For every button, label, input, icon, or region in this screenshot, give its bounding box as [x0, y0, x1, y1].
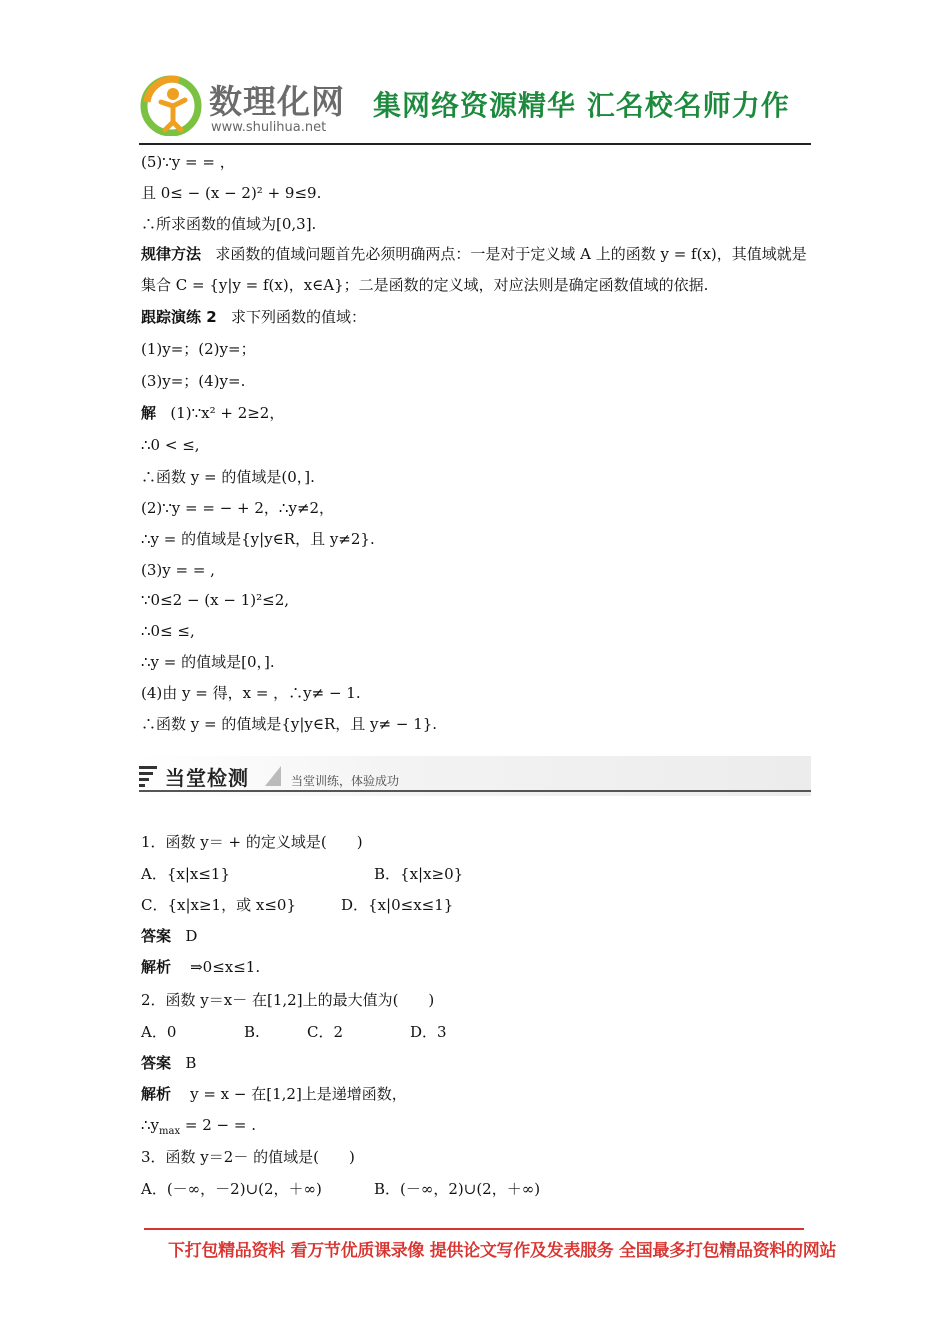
text-line: 且 0≤ − (x − 2)² + 9≤9.: [141, 184, 322, 202]
analysis-text: y = x − 在[1,2]上是递增函数，: [190, 1085, 407, 1103]
text-line: (3)y=；(4)y=.: [141, 372, 246, 390]
analysis-label: 解析: [141, 958, 172, 976]
logo-icon: [139, 72, 203, 136]
method-paragraph: [141, 239, 809, 301]
q2-option-a: A．0: [141, 1023, 177, 1041]
q1-option-b: B．{x|x≥0}: [374, 865, 464, 883]
method-text: 求函数的值域问题首先必须明确两点：一是对于定义域 A 上的函数 y = f(x)，其值域就是集合 C = {y|y = f(x)，x∈A}；二是函数的定义域，对应法则是确定函数值域的依据.: [141, 245, 807, 294]
section-subtitle: 当堂训练，体验成功: [291, 774, 400, 788]
q2-option-b: B.: [244, 1023, 260, 1041]
q1-analysis: [141, 957, 260, 977]
text-line: ∴y = 的值域是[0，].: [141, 653, 275, 671]
text-line: ∴函数 y = 的值域是(0，].: [141, 468, 315, 486]
text-line: ∵0≤2 − (x − 1)²≤2,: [141, 591, 290, 609]
q3-option-b: B．(－∞，2)∪(2，＋∞): [374, 1180, 541, 1198]
text-line: (2)∵y = = − + 2，∴y≠2，: [141, 499, 335, 517]
answer-value: D: [185, 927, 198, 945]
footer-banner[interactable]: 下打包精品资料 看万节优质课录像 提供论文写作及发表服务 全国最多打包精品资料的网站: [168, 1241, 837, 1261]
analysis-text: ⇒0≤x≤1.: [190, 958, 261, 976]
header-slogan: 集网络资源精华 汇名校名师力作: [373, 89, 790, 122]
q1-option-c: C．{x|x≥1，或 x≤0}: [141, 896, 296, 914]
solution-label: 解: [141, 404, 157, 422]
q1-option-a: A．{x|x≤1}: [141, 865, 231, 883]
text-line: ∴0≤ ≤,: [141, 622, 195, 640]
ymax-subscript: max: [159, 1126, 181, 1137]
practice-line: [141, 307, 366, 327]
footer-divider: [144, 1228, 804, 1230]
practice-text: 求下列函数的值域：: [230, 308, 366, 326]
answer-label: 答案: [141, 927, 172, 945]
text-line: ∴所求函数的值域为[0,3].: [141, 215, 317, 233]
q2-extra: [141, 1115, 256, 1142]
text-line: (4)由 y = 得，x = ，∴y≠ − 1.: [141, 684, 361, 702]
solution-line: [141, 403, 284, 423]
section-header: [139, 756, 811, 796]
header-divider: [139, 143, 811, 145]
text-line: ∴0 < ≤,: [141, 436, 200, 454]
section-ramp-icon: [265, 766, 281, 786]
section-divider: [139, 790, 811, 792]
solution-text: (1)∵x² + 2≥2，: [170, 404, 285, 422]
ymax-tail: = 2 − = .: [180, 1116, 256, 1134]
q2-option-d: D．3: [410, 1023, 447, 1041]
text-line: ∴y = 的值域是{y|y∈R，且 y≠2}.: [141, 530, 375, 548]
answer-label: 答案: [141, 1054, 172, 1072]
q3-stem: 3．函数 y＝2－ 的值域是( ): [141, 1148, 355, 1166]
q2-option-c: C．2: [307, 1023, 344, 1041]
section-stripes-icon: [139, 764, 159, 788]
logo-url[interactable]: www.shulihua.net: [211, 120, 327, 135]
text-line: (1)y=；(2)y=；: [141, 340, 256, 358]
logo-text: 数理化网: [209, 82, 345, 121]
q2-answer: [141, 1053, 196, 1073]
answer-value: B: [185, 1054, 197, 1072]
section-title: 当堂检测: [165, 766, 249, 790]
analysis-label: 解析: [141, 1085, 172, 1103]
text-line: ∴函数 y = 的值域是{y|y∈R，且 y≠ − 1}.: [141, 715, 438, 733]
q3-option-a: A．(－∞，－2)∪(2，＋∞): [141, 1180, 322, 1198]
text-line: (5)∵y = = ，: [141, 153, 235, 171]
ymax-symbol: ∴y: [141, 1116, 160, 1134]
method-label: 规律方法: [141, 245, 202, 263]
q1-option-d: D．{x|0≤x≤1}: [341, 896, 454, 914]
q1-answer: [141, 926, 197, 946]
text-line: (3)y = = ,: [141, 561, 215, 579]
page-header: [139, 70, 811, 142]
q2-analysis: [141, 1084, 407, 1104]
practice-label: 跟踪演练 2: [141, 308, 217, 326]
q1-stem: 1．函数 y＝ + 的定义域是( ): [141, 833, 363, 851]
q2-stem: 2．函数 y＝x－ 在[1,2]上的最大值为( ): [141, 991, 435, 1009]
